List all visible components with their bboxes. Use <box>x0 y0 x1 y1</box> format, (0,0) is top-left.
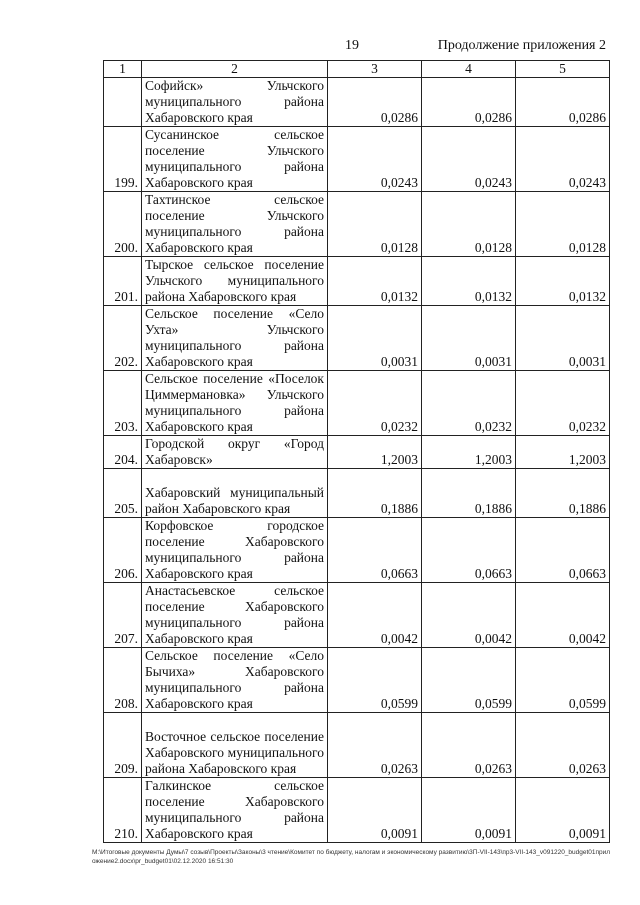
value-column-4-cell: 0,0232 <box>422 371 516 436</box>
value-column-4-cell: 0,0286 <box>422 78 516 127</box>
table-row <box>104 469 610 518</box>
page-header <box>0 38 640 58</box>
value-column-5-cell: 0,0132 <box>516 257 610 306</box>
municipality-name-cell: Сельское поселение «Поселок Циммермановка» Ульчского муниципального района Хабаровского края <box>142 371 328 436</box>
municipality-name-cell: Хабаровский муниципальный район Хабаровского края <box>142 469 328 518</box>
value-column-5-cell: 0,0663 <box>516 518 610 583</box>
table-row <box>104 257 610 306</box>
row-number-cell: 208. <box>104 648 142 713</box>
table-row <box>104 778 610 843</box>
value-column-4-cell: 1,2003 <box>422 436 516 469</box>
value-column-3-cell: 0,0663 <box>328 518 422 583</box>
value-column-5-cell: 0,0042 <box>516 583 610 648</box>
column-header-3: 3 <box>328 61 422 78</box>
municipality-name-cell: Сельское поселение «Село Бычиха» Хабаровского муниципального района Хабаровского края <box>142 648 328 713</box>
value-column-3-cell: 0,0132 <box>328 257 422 306</box>
row-number-cell: 199. <box>104 127 142 192</box>
value-column-3-cell: 0,0263 <box>328 713 422 778</box>
municipality-name-cell: Восточное сельское поселение Хабаровского муниципального района Хабаровского края <box>142 713 328 778</box>
value-column-5-cell: 0,0263 <box>516 713 610 778</box>
municipality-name-cell: Сельское поселение «Село Ухта» Ульчского муниципального района Хабаровского края <box>142 306 328 371</box>
row-number-cell: 204. <box>104 436 142 469</box>
row-number-cell: 210. <box>104 778 142 843</box>
row-number-cell: 200. <box>104 192 142 257</box>
value-column-4-cell: 0,0663 <box>422 518 516 583</box>
column-header-5: 5 <box>516 61 610 78</box>
municipality-name-cell: Анастасьевское сельское поселение Хабаровского муниципального района Хабаровского края <box>142 583 328 648</box>
column-header-2: 2 <box>142 61 328 78</box>
table-row <box>104 127 610 192</box>
row-number-cell: 202. <box>104 306 142 371</box>
value-column-3-cell: 0,0091 <box>328 778 422 843</box>
value-column-5-cell: 0,0128 <box>516 192 610 257</box>
value-column-3-cell: 1,2003 <box>328 436 422 469</box>
row-number-cell: 209. <box>104 713 142 778</box>
municipality-name-cell: Тахтинское сельское поселение Ульчского муниципального района Хабаровского края <box>142 192 328 257</box>
table-row <box>104 371 610 436</box>
value-column-3-cell: 0,0232 <box>328 371 422 436</box>
appendix-label: Продолжение приложения 2 <box>437 38 606 53</box>
value-column-5-cell: 1,2003 <box>516 436 610 469</box>
table-body <box>104 78 610 843</box>
row-number-cell <box>104 78 142 127</box>
value-column-4-cell: 0,0263 <box>422 713 516 778</box>
value-column-3-cell: 0,1886 <box>328 469 422 518</box>
municipality-name-cell: Корфовское городское поселение Хабаровского муниципального района Хабаровского края <box>142 518 328 583</box>
table-row <box>104 306 610 371</box>
value-column-4-cell: 0,0031 <box>422 306 516 371</box>
column-header-row <box>104 61 610 78</box>
table-row <box>104 192 610 257</box>
value-column-4-cell: 0,0042 <box>422 583 516 648</box>
value-column-4-cell: 0,1886 <box>422 469 516 518</box>
value-column-5-cell: 0,0091 <box>516 778 610 843</box>
value-column-4-cell: 0,0599 <box>422 648 516 713</box>
value-column-5-cell: 0,0232 <box>516 371 610 436</box>
municipality-name-cell: Софийск» Ульчского муниципального района Хабаровского края <box>142 78 328 127</box>
table-row <box>104 518 610 583</box>
document-file-path: M:\Итоговые документы Думы\7 созыв\Проекты\Законы\3 чтение\Комитет по бюджету, налогам и экономическому развитию\3П-VII-143\пр3-VII-143_v091220_budget01приложение2.docx\pr_budget01\02.12.2020 16:51:30 <box>92 849 611 865</box>
table-row <box>104 713 610 778</box>
column-header-4: 4 <box>422 61 516 78</box>
row-number-cell: 203. <box>104 371 142 436</box>
table-row <box>104 436 610 469</box>
value-column-5-cell: 0,0031 <box>516 306 610 371</box>
value-column-4-cell: 0,0132 <box>422 257 516 306</box>
value-column-5-cell: 0,0243 <box>516 127 610 192</box>
value-column-4-cell: 0,0091 <box>422 778 516 843</box>
value-column-3-cell: 0,0031 <box>328 306 422 371</box>
value-column-5-cell: 0,1886 <box>516 469 610 518</box>
value-column-3-cell: 0,0243 <box>328 127 422 192</box>
municipality-name-cell: Городской округ «Город Хабаровск» <box>142 436 328 469</box>
value-column-4-cell: 0,0128 <box>422 192 516 257</box>
municipality-name-cell: Галкинское сельское поселение Хабаровского муниципального района Хабаровского края <box>142 778 328 843</box>
value-column-3-cell: 0,0128 <box>328 192 422 257</box>
page-number: 19 <box>345 38 359 53</box>
value-column-3-cell: 0,0042 <box>328 583 422 648</box>
value-column-3-cell: 0,0599 <box>328 648 422 713</box>
row-number-cell: 205. <box>104 469 142 518</box>
value-column-5-cell: 0,0599 <box>516 648 610 713</box>
value-column-3-cell: 0,0286 <box>328 78 422 127</box>
data-table <box>103 60 610 843</box>
row-number-cell: 206. <box>104 518 142 583</box>
row-number-cell: 201. <box>104 257 142 306</box>
column-header-1: 1 <box>104 61 142 78</box>
table-row <box>104 648 610 713</box>
row-number-cell: 207. <box>104 583 142 648</box>
table-row <box>104 78 610 127</box>
table-row <box>104 583 610 648</box>
value-column-5-cell: 0,0286 <box>516 78 610 127</box>
municipality-name-cell: Сусанинское сельское поселение Ульчского муниципального района Хабаровского края <box>142 127 328 192</box>
municipality-name-cell: Тырское сельское поселение Ульчского муниципального района Хабаровского края <box>142 257 328 306</box>
value-column-4-cell: 0,0243 <box>422 127 516 192</box>
